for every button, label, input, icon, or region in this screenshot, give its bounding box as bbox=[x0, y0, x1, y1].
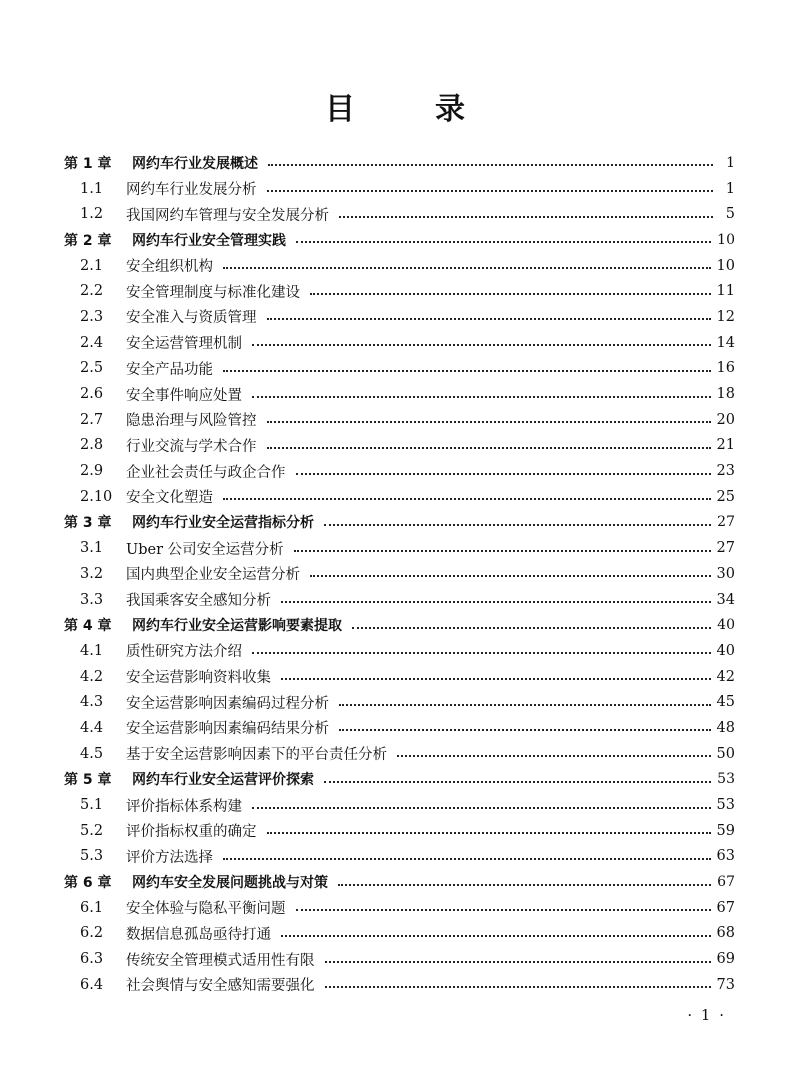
dot-leader bbox=[267, 420, 711, 423]
toc-entry-page: 12 bbox=[716, 308, 735, 325]
toc-entry-page: 27 bbox=[716, 540, 735, 557]
toc-entry-page: 18 bbox=[716, 386, 735, 403]
toc-section-entry[interactable] bbox=[64, 304, 735, 330]
toc-entry-title: 评价方法选择 bbox=[126, 849, 213, 866]
dot-leader bbox=[296, 908, 711, 911]
title-left-char: 目 bbox=[325, 92, 355, 127]
dot-leader bbox=[325, 985, 711, 988]
toc-entry-number: 第 4 章 bbox=[64, 618, 112, 635]
toc-entry-title: 安全文化塑造 bbox=[126, 490, 213, 507]
dot-leader bbox=[281, 934, 711, 937]
toc-entry-page: 69 bbox=[716, 951, 735, 968]
toc-entry-title: 国内典型企业安全运营分析 bbox=[126, 567, 300, 584]
toc-section-entry[interactable] bbox=[64, 818, 735, 844]
toc-entry-page: 45 bbox=[716, 694, 735, 711]
toc-section-entry[interactable] bbox=[64, 278, 735, 304]
toc-entry-title: 安全运营管理机制 bbox=[126, 336, 242, 353]
toc-entry-page: 34 bbox=[716, 591, 735, 608]
toc-entry-page: 16 bbox=[716, 360, 735, 377]
dot-leader bbox=[252, 651, 711, 654]
toc-entry-title: 网约车行业发展分析 bbox=[126, 182, 257, 199]
toc-entry-title: 安全运营影响因素编码过程分析 bbox=[126, 695, 329, 712]
dot-leader bbox=[281, 677, 711, 680]
dot-leader bbox=[267, 189, 714, 192]
toc-entry-page: 40 bbox=[717, 617, 735, 634]
toc-entry-title: 社会舆情与安全感知需要强化 bbox=[126, 978, 315, 995]
dot-leader bbox=[223, 266, 711, 269]
toc-entry-title: 安全体验与隐私平衡问题 bbox=[126, 901, 286, 918]
dot-leader bbox=[223, 497, 711, 500]
toc-entry-number: 2.4 bbox=[80, 334, 104, 351]
toc-entry-number: 5.2 bbox=[80, 822, 104, 839]
dot-leader bbox=[352, 626, 711, 629]
toc-entry-title: Uber 公司安全运营分析 bbox=[126, 541, 284, 558]
dot-leader bbox=[252, 806, 711, 809]
toc-entry-title: 网约车行业安全运营评价探索 bbox=[132, 772, 314, 789]
toc-entry-number: 6.2 bbox=[80, 925, 104, 942]
toc-entry-number: 2.3 bbox=[80, 308, 104, 325]
toc-entry-title: 网约车行业安全运营影响要素提取 bbox=[132, 618, 342, 635]
toc-entry-page: 25 bbox=[716, 488, 735, 505]
toc-entry-number: 5.3 bbox=[80, 848, 104, 865]
dot-leader bbox=[252, 343, 711, 346]
toc-entry-page: 53 bbox=[716, 797, 735, 814]
toc-section-entry[interactable] bbox=[64, 689, 735, 715]
dot-leader bbox=[397, 754, 711, 757]
toc-chapter-entry[interactable] bbox=[64, 767, 735, 793]
dot-leader bbox=[339, 215, 713, 218]
toc-chapter-entry[interactable] bbox=[64, 869, 735, 895]
dot-leader bbox=[281, 600, 711, 603]
toc-entry-number: 4.1 bbox=[80, 642, 104, 659]
dot-leader bbox=[294, 549, 711, 552]
toc-entry-page: 20 bbox=[716, 411, 735, 428]
toc-entry-title: 企业社会责任与政企合作 bbox=[126, 464, 286, 481]
toc-chapter-entry[interactable] bbox=[64, 150, 735, 176]
toc-entry-page: 21 bbox=[716, 437, 735, 454]
dot-leader bbox=[310, 574, 711, 577]
toc-entry-number: 5.1 bbox=[80, 797, 104, 814]
toc-entry-number: 4.2 bbox=[80, 668, 104, 685]
toc-entry-page: 14 bbox=[716, 334, 735, 351]
toc-section-entry[interactable] bbox=[64, 715, 735, 741]
toc-section-entry[interactable] bbox=[64, 741, 735, 767]
toc-entry-page: 11 bbox=[716, 283, 735, 300]
toc-section-entry[interactable] bbox=[64, 433, 735, 459]
toc-entry-number: 2.7 bbox=[80, 411, 104, 428]
toc-entry-number: 2.1 bbox=[80, 257, 104, 274]
dot-leader bbox=[223, 857, 711, 860]
toc-section-entry[interactable] bbox=[64, 176, 735, 202]
toc-entry-title: 隐患治理与风险管控 bbox=[126, 413, 257, 430]
toc-chapter-entry[interactable] bbox=[64, 612, 735, 638]
title-right-char: 录 bbox=[435, 92, 465, 127]
toc-entry-page: 73 bbox=[716, 976, 735, 993]
toc-entry-title: 安全产品功能 bbox=[126, 361, 213, 378]
dot-leader bbox=[338, 883, 711, 886]
dot-leader bbox=[252, 395, 711, 398]
toc-entry-title: 评价指标权重的确定 bbox=[126, 824, 257, 841]
toc-section-entry[interactable] bbox=[64, 946, 735, 972]
toc-entry-number: 2.8 bbox=[80, 437, 104, 454]
toc-entry-page: 53 bbox=[717, 771, 735, 788]
toc-section-entry[interactable] bbox=[64, 484, 735, 510]
toc-entry-title: 网约车行业安全管理实践 bbox=[132, 232, 286, 249]
toc-chapter-entry[interactable] bbox=[64, 510, 735, 536]
dot-leader bbox=[223, 369, 711, 372]
toc-section-entry[interactable] bbox=[64, 587, 735, 613]
toc-entry-title: 网约车行业安全运营指标分析 bbox=[132, 515, 314, 532]
toc-section-entry[interactable] bbox=[64, 921, 735, 947]
toc-section-entry[interactable] bbox=[64, 844, 735, 870]
toc-section-entry[interactable] bbox=[64, 535, 735, 561]
dot-leader bbox=[325, 960, 711, 963]
toc-entry-page: 59 bbox=[716, 822, 735, 839]
toc-entry-number: 2.9 bbox=[80, 463, 104, 480]
toc-entry-title: 我国网约车管理与安全发展分析 bbox=[126, 207, 329, 224]
table-of-contents bbox=[64, 150, 735, 998]
toc-entry-title: 我国乘客安全感知分析 bbox=[126, 593, 271, 610]
toc-entry-page: 10 bbox=[716, 257, 735, 274]
toc-entry-title: 网约车行业发展概述 bbox=[132, 155, 258, 172]
toc-chapter-entry[interactable] bbox=[64, 227, 735, 253]
toc-entry-number: 第 5 章 bbox=[64, 772, 112, 789]
toc-entry-number: 6.4 bbox=[80, 976, 104, 993]
toc-section-entry[interactable] bbox=[64, 330, 735, 356]
toc-entry-page: 67 bbox=[717, 874, 735, 891]
toc-section-entry[interactable] bbox=[64, 895, 735, 921]
toc-entry-page: 42 bbox=[716, 668, 735, 685]
toc-entry-title: 安全管理制度与标准化建设 bbox=[126, 284, 300, 301]
toc-entry-number: 3.1 bbox=[80, 540, 104, 557]
toc-entry-page: 10 bbox=[717, 231, 735, 248]
toc-entry-page: 27 bbox=[717, 514, 735, 531]
dot-leader bbox=[296, 240, 711, 243]
toc-section-entry[interactable] bbox=[64, 356, 735, 382]
toc-entry-number: 2.10 bbox=[80, 488, 113, 505]
toc-entry-title: 数据信息孤岛亟待打通 bbox=[126, 926, 271, 943]
toc-entry-page: 63 bbox=[716, 848, 735, 865]
toc-entry-title: 安全组织机构 bbox=[126, 259, 213, 276]
toc-entry-page: 67 bbox=[716, 899, 735, 916]
toc-entry-title: 质性研究方法介绍 bbox=[126, 644, 242, 661]
toc-entry-number: 第 2 章 bbox=[64, 232, 112, 249]
toc-entry-page: 5 bbox=[725, 206, 735, 223]
toc-entry-page: 48 bbox=[716, 719, 735, 736]
dot-leader bbox=[339, 728, 711, 731]
toc-entry-number: 4.4 bbox=[80, 719, 104, 736]
toc-entry-page: 1 bbox=[725, 180, 735, 197]
toc-entry-page: 30 bbox=[716, 565, 735, 582]
toc-entry-title: 传统安全管理模式适用性有限 bbox=[126, 952, 315, 969]
dot-leader bbox=[296, 472, 711, 475]
page-title bbox=[0, 84, 790, 128]
toc-section-entry[interactable] bbox=[64, 664, 735, 690]
toc-entry-title: 安全运营影响因素编码结果分析 bbox=[126, 721, 329, 738]
toc-entry-number: 2.5 bbox=[80, 360, 104, 377]
toc-entry-page: 40 bbox=[716, 642, 735, 659]
toc-entry-number: 第 3 章 bbox=[64, 515, 112, 532]
toc-entry-title: 安全事件响应处置 bbox=[126, 387, 242, 404]
toc-section-entry[interactable] bbox=[64, 792, 735, 818]
toc-section-entry[interactable] bbox=[64, 253, 735, 279]
toc-entry-number: 3.2 bbox=[80, 565, 104, 582]
dot-leader bbox=[267, 446, 711, 449]
dot-leader bbox=[310, 292, 711, 295]
toc-entry-number: 4.3 bbox=[80, 694, 104, 711]
page-number: · 1 · bbox=[687, 1006, 726, 1024]
toc-entry-title: 基于安全运营影响因素下的平台责任分析 bbox=[126, 747, 387, 764]
toc-entry-title: 安全运营影响资料收集 bbox=[126, 670, 271, 687]
toc-section-entry[interactable] bbox=[64, 381, 735, 407]
toc-section-entry[interactable] bbox=[64, 458, 735, 484]
toc-entry-page: 68 bbox=[716, 925, 735, 942]
toc-entry-page: 1 bbox=[726, 154, 735, 171]
toc-entry-page: 50 bbox=[716, 745, 735, 762]
dot-leader bbox=[324, 780, 711, 783]
toc-section-entry[interactable] bbox=[64, 407, 735, 433]
toc-section-entry[interactable] bbox=[64, 561, 735, 587]
toc-section-entry[interactable] bbox=[64, 201, 735, 227]
toc-entry-number: 6.1 bbox=[80, 899, 104, 916]
toc-entry-number: 第 6 章 bbox=[64, 875, 112, 892]
toc-section-entry[interactable] bbox=[64, 638, 735, 664]
toc-entry-number: 3.3 bbox=[80, 591, 104, 608]
toc-entry-number: 4.5 bbox=[80, 745, 104, 762]
toc-entry-number: 2.2 bbox=[80, 283, 104, 300]
dot-leader bbox=[339, 703, 711, 706]
toc-entry-number: 1.2 bbox=[80, 206, 104, 223]
toc-entry-number: 6.3 bbox=[80, 951, 104, 968]
toc-entry-page: 23 bbox=[716, 463, 735, 480]
dot-leader bbox=[267, 317, 711, 320]
toc-entry-title: 评价指标体系构建 bbox=[126, 798, 242, 815]
toc-entry-number: 1.1 bbox=[80, 180, 104, 197]
toc-entry-title: 行业交流与学术合作 bbox=[126, 438, 257, 455]
toc-entry-title: 网约车安全发展问题挑战与对策 bbox=[132, 875, 328, 892]
toc-entry-number: 2.6 bbox=[80, 386, 104, 403]
toc-entry-number: 第 1 章 bbox=[64, 155, 112, 172]
dot-leader bbox=[267, 831, 711, 834]
dot-leader bbox=[268, 163, 713, 166]
toc-section-entry[interactable] bbox=[64, 972, 735, 998]
dot-leader bbox=[324, 523, 711, 526]
toc-entry-title: 安全准入与资质管理 bbox=[126, 310, 257, 327]
